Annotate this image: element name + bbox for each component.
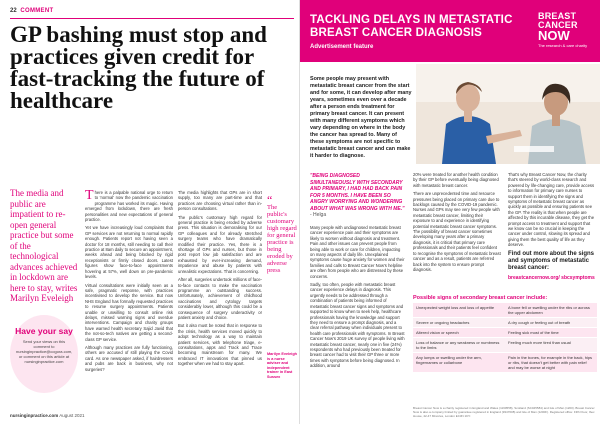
signs-table — [413, 303, 597, 373]
body-paragraph: Although many practices are fully functioning, others are accused of still playing the Covid card. As one newspaper asked, if hairdressers and pubs are back in business, why not surgeries? — [85, 344, 173, 372]
signs-table-row — [413, 338, 597, 353]
advertisement-title: TACKLING DELAYS IN METASTATIC BREAST CANCER DIAGNOSIS — [310, 14, 513, 39]
body-paragraph: 20% were treated for another health condition by their GP before eventually being diagnosed with metastatic breast cancer. — [413, 172, 499, 188]
nurse-patient-photo — [416, 64, 600, 164]
advertisement-column-3 — [508, 172, 596, 281]
pull-quote — [267, 193, 297, 274]
body-column-1 — [85, 190, 173, 375]
body-paragraph: Virtual consultations were initially seen as a safe, pragmatic response, with practices incentivised to develop the service. But now NHS England has formally requested practices to resume surgery appointments. Patients unable or unwilling to consult online risk delays, missed warning signs and overdue interventions. Campaign and charity groups have warned health secretary Sajid Javid that the not-so-tech natives are getting a second-class GP service. — [85, 282, 173, 342]
signs-table-row — [413, 318, 597, 328]
body-paragraph: But it also must be noted that in response to the crisis, health services moved quickly to adopt technology as a way to maintain patient services, with telephone triage, e-consultations, apps and Track and Trace becoming mainstream for many. We embraced IT innovations that pinned us together when we had to stay apart. — [178, 323, 262, 367]
find-out-more-heading: Find out more about the signs and symptoms of metastatic breast cancer: — [508, 250, 594, 271]
advertisement-label: Advertisement feature — [310, 44, 374, 50]
right-page — [300, 0, 600, 424]
signs-table-row — [413, 303, 597, 318]
drop-cap: T — [85, 188, 94, 203]
have-your-say-callout[interactable] — [10, 315, 78, 393]
section-label: COMMENT — [20, 8, 54, 14]
body-paragraph: Many people with undiagnosed metastatic breast cancer experience pain and their symptoms are likely to worsen without diagnosis and treatment. Pain and other issues can prevent people from being able to work or care for children, impacting on many aspects of daily life. Unexplained symptoms cause huge anxiety for women and their families and calls to Breast Cancer Now's helpline are often from people who are distressed by these concerns. — [310, 225, 405, 279]
body-paragraph: Sadly, too often, people with metastatic breast cancer experience delays in diagnosis. This urgently needs to be addressed through a combination of patients being informed of metastatic breast cancer signs and symptoms and supported to know when to seek help, healthcare professionals having the knowledge and support they need to ensure a prompt diagnosis, and a clear referral pathway when individuals present to health care professionals with symptoms. In Breast Cancer Now's 2019 UK survey of people living with metastatic breast cancer, nearly one in five (24%) respondents who had previously been treated for breast cancer had to visit their GP three or more times with symptoms before being diagnosed. In addition, around — [310, 282, 405, 369]
signs-table-cell: Any lumps or swelling under the arm, fingernames or collarbone — [413, 353, 505, 373]
signs-table-cell: Pain in the bones, for example in the back, hips or ribs, that doesn't get better with pain relief and may be worse at night — [505, 353, 597, 373]
advertisement-column-2 — [413, 172, 501, 275]
page-header — [10, 8, 53, 14]
body-paragraph: After all, surgeries undertook millions of face-to-face contacts to make the vaccination programme an outstanding success. Unfortunately, achievement of childhood vaccinations and cytology targets considerably lower, although this could be a consequence of surgery underactivity or patient anxiety and choice. — [178, 277, 262, 320]
patient-quote-text: "BEING DIAGNOSED SIMULTANEOUSLY WITH SECONDARY AND PRIMARY, I HAD HAD BACK PAIN FOR 5 MONTHS. I HAVE BEEN SO ANGRY WORRYING AND WONDERING ABOUT WHAT WAS WRONG WITH ME." — [310, 173, 405, 212]
body-paragraph: The media highlights that GPs are in short supply, too many are part-time and that practices are choosing virtual rather than in-person consultations. — [178, 190, 262, 212]
photo-illustration — [416, 64, 600, 164]
standfirst: The media and public are impatient to re-open general practice but some of the technological advances achieved in lockdown are here to stay, writes Marilyn Eveleigh — [10, 188, 78, 303]
signs-table-cell: Feeling sick most of the time — [505, 328, 597, 338]
signs-table-row — [413, 328, 597, 338]
signs-table-cell: Feeling much more tired than usual — [505, 338, 597, 353]
advertisement-column-1 — [310, 225, 406, 372]
body-paragraph: Yet we have increasingly loud complaints that GP services are not returning to normal rapidly enough. Patients report not having seen a doctor for 18 months, still needing to call their practice at 8am daily to secure an appointment, weeks ahead and being blocked by rigid receptionists or firmly closed doors. Latest figures show face-to-face appointments hovering at 57%, well down on pre-pandemic levels. — [85, 225, 173, 280]
footer-date: August 2021 — [59, 413, 85, 418]
page-footer — [10, 413, 85, 418]
article-headline: GP bashing must stop and practices given credit for fast-tracking the future of healthcare — [10, 22, 267, 113]
body-column-2 — [178, 190, 262, 370]
charity-footnote: Breast Cancer Now is a charity registered in England and Wales (1160558), Scotland (SC045584) and Isle of Man (1200). Breast Cancer Now is also a company limited by guarantee registered in England (9347608) and Isle of Man (1200F). Registered office: Fifth Floor, Ibex House, 42-47 Minories, London EC3N 1DY. — [413, 406, 595, 418]
signs-table-row — [413, 353, 597, 373]
body-paragraph: That's why Breast Cancer Now, the charity that's steered by world-class research and powered by life-changing care, provide access to information for primary care nurses to support them in identifying the signs and symptoms of metastatic breast cancer as quickly as possible and ensuring patients see the GP. The reality is that when people are affected by this incurable disease, they get the prompt access to treatment and support that we know can be so crucial in keeping the cancer under control, slowing its spread and giving them the best quality of life as they deserve. — [508, 172, 595, 248]
signs-table-cell: Loss of balance or any weakness or numbness to the limbs — [413, 338, 505, 353]
author-bio: Marilyn Eveleigh is a nurse adviser and independent trainer in East Sussex — [267, 352, 297, 379]
symptoms-link[interactable]: breastcancernow.org/ sbcsymptoms — [508, 274, 595, 281]
pull-quote-text: The public's customary high regard for general practice is being eroded by adverse press — [267, 204, 297, 274]
quote-mark-icon: “ — [267, 193, 273, 207]
advertisement-intro: Some people may present with metastatic breast cancer from the start and for some, it can develop after many years, sometimes even over a decade after a person ends treatment for primary breast cancer. It can present with many different symptoms which vary depending on where in the body the cancer has spread to. Many of these symptoms are not specific to metastatic breast cancer and can make it harder to diagnose. — [310, 76, 412, 159]
page-number: 22 — [10, 8, 17, 14]
signs-table-title: Possible signs of secondary breast cancer include: — [413, 295, 548, 301]
patient-quote — [310, 173, 406, 219]
signs-table-cell: A bone fell or swelling under the ribs or across the upper abdomen — [505, 303, 597, 318]
have-your-say-body: Send your views on this comment to nursinginpractice@cogora.com, or comment on this article at nursinginpractice.com — [16, 339, 73, 364]
body-paragraph: There is a palpable national urge to return to 'normal' now the pandemic vaccination programme has worked its magic. Having emerged from lockdown, there are fresh personalities and new expectations of general practice. — [85, 188, 173, 223]
footer-url[interactable]: nursinginpractice.com — [10, 413, 59, 418]
header-rule — [10, 18, 294, 19]
body-paragraph: There are unprecedented time and resource pressures being placed on primary care due to backlogs caused by the COVID-19 pandemic. Nurses and GPs may see very few people with metastatic breast cancer, limiting their exposure to and experience in identifying potential metastatic breast cancer symptoms. The possibility of breast cancer sometimes developing many years after a primary diagnosis, it is critical that primary care professionals and their patients feel confident to recognise the symptoms of metastatic breast cancer and as a result, patients are referred back into the system to ensure prompt diagnosis. — [413, 191, 501, 272]
signs-table-cell: Altered vision or speech — [413, 328, 505, 338]
breast-cancer-now-logo: BREAST CANCER NOW The research & care charity — [538, 11, 588, 48]
have-your-say-title: Have your say — [15, 326, 73, 336]
patient-quote-attribution: - Helga — [310, 212, 327, 218]
body-paragraph: The public's customary high regard for general practice is being eroded by adverse press. This situation is demoralising for our GP colleagues and for already stretched surgery teams who have dramatically modified their practice. Yes, there is a shortage of GPs and nurses, but those in post report low job satisfaction and are exhausted by ever-increasing demand, impatience and abuse by patients with unrealistic expectations. That is concerning. — [178, 214, 262, 274]
signs-table-cell: Severe or ongoing headaches — [413, 318, 505, 328]
signs-table-cell: Unexpected weight loss and loss of appetite — [413, 303, 505, 318]
signs-table-cell: A dry cough or feeling out of breath — [505, 318, 597, 328]
